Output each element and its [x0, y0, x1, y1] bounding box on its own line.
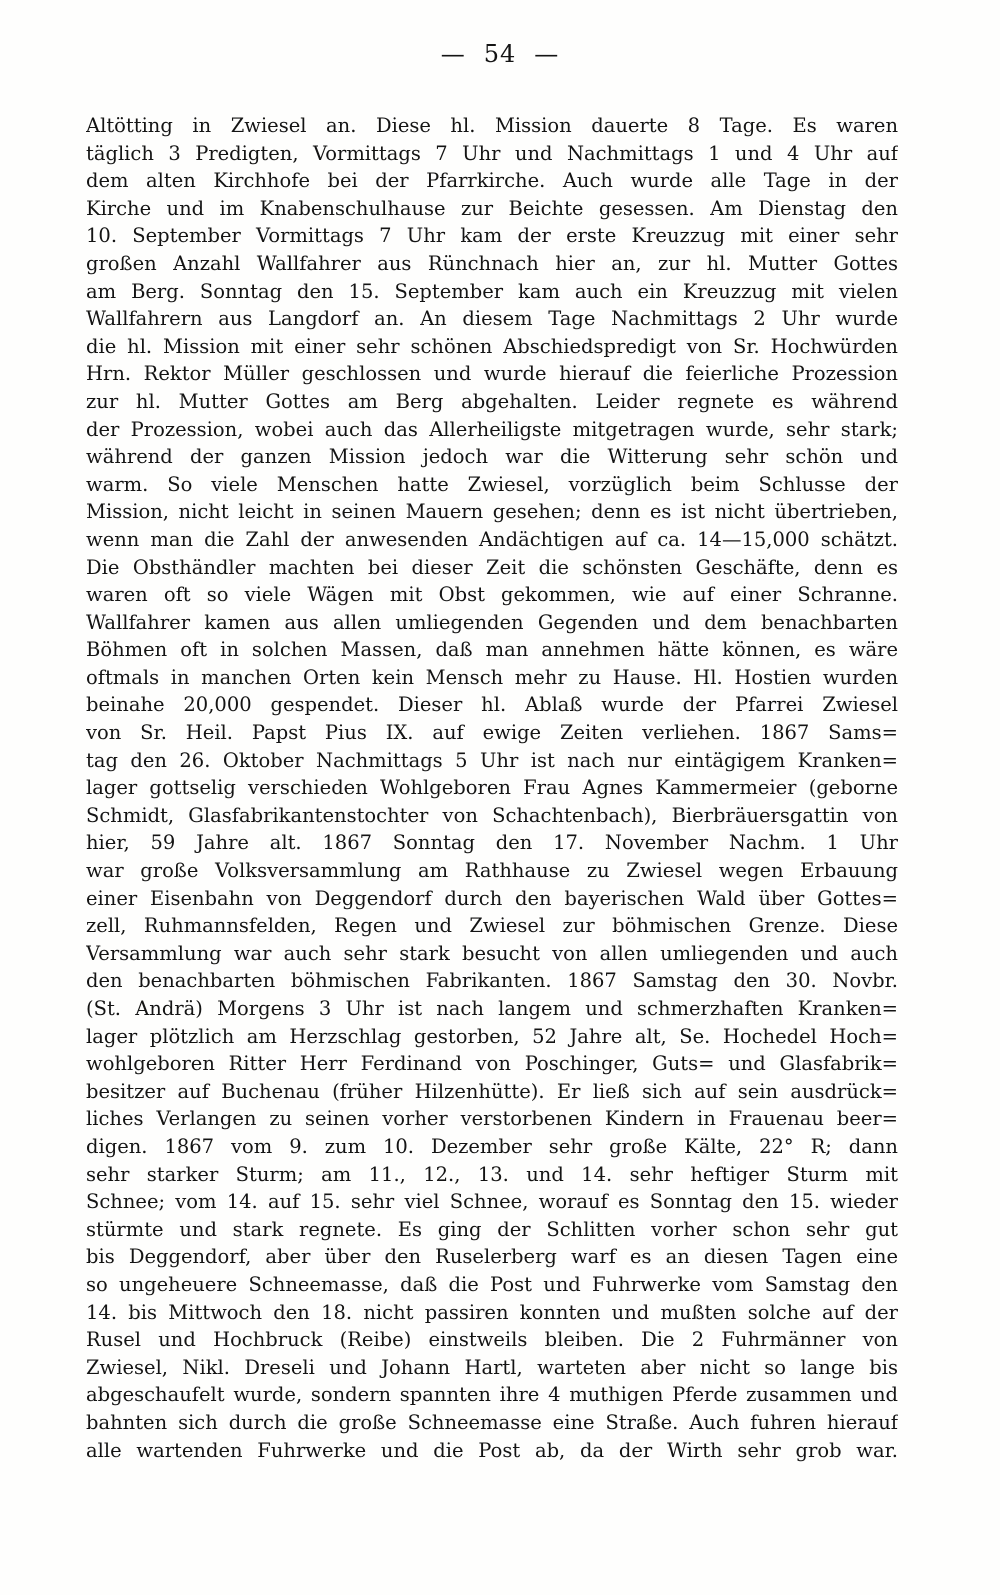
- text-line: der Prozession, wobei auch das Allerheiligste mitgetragen wurde, sehr stark;: [86, 417, 898, 441]
- text-line: während der ganzen Mission jedoch war die Witterung sehr schön und: [86, 445, 898, 469]
- text-line: Zwiesel, Nikl. Dreseli und Johann Hartl, warteten aber nicht so lange bis: [86, 1355, 898, 1379]
- text-line: 14. bis Mittwoch den 18. nicht passiren konnten und mußten solche auf der: [86, 1300, 898, 1324]
- text-line: beinahe 20,000 gespendet. Dieser hl. Ablaß wurde der Pfarrei Zwiesel: [86, 693, 898, 717]
- text-line: Die Obsthändler machten bei dieser Zeit die schönsten Geschäfte, denn es: [86, 555, 898, 579]
- text-line: Hrn. Rektor Müller geschlossen und wurde hierauf die feierliche Prozession: [86, 362, 898, 386]
- text-line: die hl. Mission mit einer sehr schönen Abschiedspredigt von Sr. Hochwürden: [86, 334, 898, 358]
- text-line: einer Eisenbahn von Deggendorf durch den bayerischen Wald über Gottes=: [86, 886, 898, 910]
- text-line: besitzer auf Buchenau (früher Hilzenhütte). Er ließ sich auf sein ausdrück=: [86, 1079, 898, 1103]
- text-line: großen Anzahl Wallfahrer aus Rünchnach hier an, zur hl. Mutter Gottes: [86, 251, 898, 275]
- text-line: lager gottselig verschieden Wohlgeboren Frau Agnes Kammermeier (geborne: [86, 776, 898, 800]
- page-number-dash-left: —: [440, 40, 466, 68]
- text-line: hier, 59 Jahre alt. 1867 Sonntag den 17. November Nachm. 1 Uhr: [86, 831, 898, 855]
- text-line: so ungeheuere Schneemasse, daß die Post und Fuhrwerke vom Samstag den: [86, 1272, 898, 1296]
- text-line: zell, Ruhmannsfelden, Regen und Zwiesel zur böhmischen Grenze. Diese: [86, 914, 898, 938]
- text-line: warm. So viele Menschen hatte Zwiesel, vorzüglich beim Schlusse der: [86, 472, 898, 496]
- text-line: Mission, nicht leicht in seinen Mauern gesehen; denn es ist nicht übertrieben,: [86, 500, 898, 524]
- text-line: 10. September Vormittags 7 Uhr kam der erste Kreuzzug mit einer sehr: [86, 224, 898, 248]
- text-line: alle wartenden Fuhrwerke und die Post ab, da der Wirth sehr grob war.: [86, 1438, 898, 1462]
- text-line: Schnee; vom 14. auf 15. sehr viel Schnee, worauf es Sonntag den 15. wieder: [86, 1190, 898, 1214]
- text-line: Altötting in Zwiesel an. Diese hl. Mission dauerte 8 Tage. Es waren: [86, 114, 898, 137]
- text-line: Böhmen oft in solchen Massen, daß man annehmen hätte können, es wäre: [86, 638, 898, 662]
- text-line: tag den 26. Oktober Nachmittags 5 Uhr ist nach nur eintägigem Kranken=: [86, 748, 898, 772]
- text-line: Wallfahrer kamen aus allen umliegenden Gegenden und dem benachbarten: [86, 610, 898, 634]
- text-line: wohlgeboren Ritter Herr Ferdinand von Poschinger, Guts= und Glasfabrik=: [86, 1052, 898, 1076]
- page-number: 54: [483, 40, 517, 68]
- text-line: digen. 1867 vom 9. zum 10. Dezember sehr große Kälte, 22° R; dann: [86, 1134, 898, 1158]
- text-line: den benachbarten böhmischen Fabrikanten. 1867 Samstag den 30. Novbr.: [86, 969, 898, 993]
- text-line: am Berg. Sonntag den 15. September kam auch ein Kreuzzug mit vielen: [86, 279, 898, 303]
- body-text: [86, 112, 898, 1464]
- text-line: abgeschaufelt wurde, sondern spannten ihre 4 muthigen Pferde zusammen und: [86, 1383, 898, 1407]
- text-line: Schmidt, Glasfabrikantenstochter von Schachtenbach), Bierbräuersgattin von: [86, 803, 898, 827]
- text-line: waren oft so viele Wägen mit Obst gekommen, wie auf einer Schranne.: [86, 583, 898, 607]
- text-line: Versammlung war auch sehr stark besucht von allen umliegenden und auch: [86, 941, 898, 965]
- text-line: (St. Andrä) Morgens 3 Uhr ist nach langem und schmerzhaften Kranken=: [86, 997, 898, 1020]
- text-line: von Sr. Heil. Papst Pius IX. auf ewige Zeiten verliehen. 1867 Sams=: [86, 721, 898, 745]
- text-line: sehr starker Sturm; am 11., 12., 13. und 14. sehr heftiger Sturm mit: [86, 1162, 898, 1186]
- text-line: wenn man die Zahl der anwesenden Andächtigen auf ca. 14—15,000 schätzt.: [86, 527, 898, 551]
- page-number-dash-right: —: [534, 40, 560, 68]
- text-line: bis Deggendorf, aber über den Ruselerberg warf es an diesen Tagen eine: [86, 1245, 898, 1269]
- text-line: bahnten sich durch die große Schneemasse eine Straße. Auch fuhren hierauf: [86, 1410, 898, 1434]
- text-line: oftmals in manchen Orten kein Mensch mehr zu Hause. Hl. Hostien wurden: [86, 665, 898, 689]
- text-line: liches Verlangen zu seinen vorher verstorbenen Kindern in Frauenau beer=: [86, 1107, 898, 1131]
- text-line: täglich 3 Predigten, Vormittags 7 Uhr und Nachmittags 1 und 4 Uhr auf: [86, 141, 898, 165]
- text-line: lager plötzlich am Herzschlag gestorben, 52 Jahre alt, Se. Hochedel Hoch=: [86, 1024, 898, 1048]
- text-line: Kirche und im Knabenschulhause zur Beichte gesessen. Am Dienstag den: [86, 196, 898, 220]
- text-line: Rusel und Hochbruck (Reibe) einstweils bleiben. Die 2 Fuhrmänner von: [86, 1328, 898, 1352]
- page-number-header: [0, 40, 1000, 68]
- text-line: Wallfahrern aus Langdorf an. An diesem Tage Nachmittags 2 Uhr wurde: [86, 307, 898, 331]
- text-line: stürmte und stark regnete. Es ging der Schlitten vorher schon sehr gut: [86, 1217, 898, 1241]
- text-line: dem alten Kirchhofe bei der Pfarrkirche. Auch wurde alle Tage in der: [86, 169, 898, 193]
- text-line: war große Volksversammlung am Rathhause zu Zwiesel wegen Erbauung: [86, 859, 898, 883]
- text-line: zur hl. Mutter Gottes am Berg abgehalten. Leider regnete es während: [86, 389, 898, 413]
